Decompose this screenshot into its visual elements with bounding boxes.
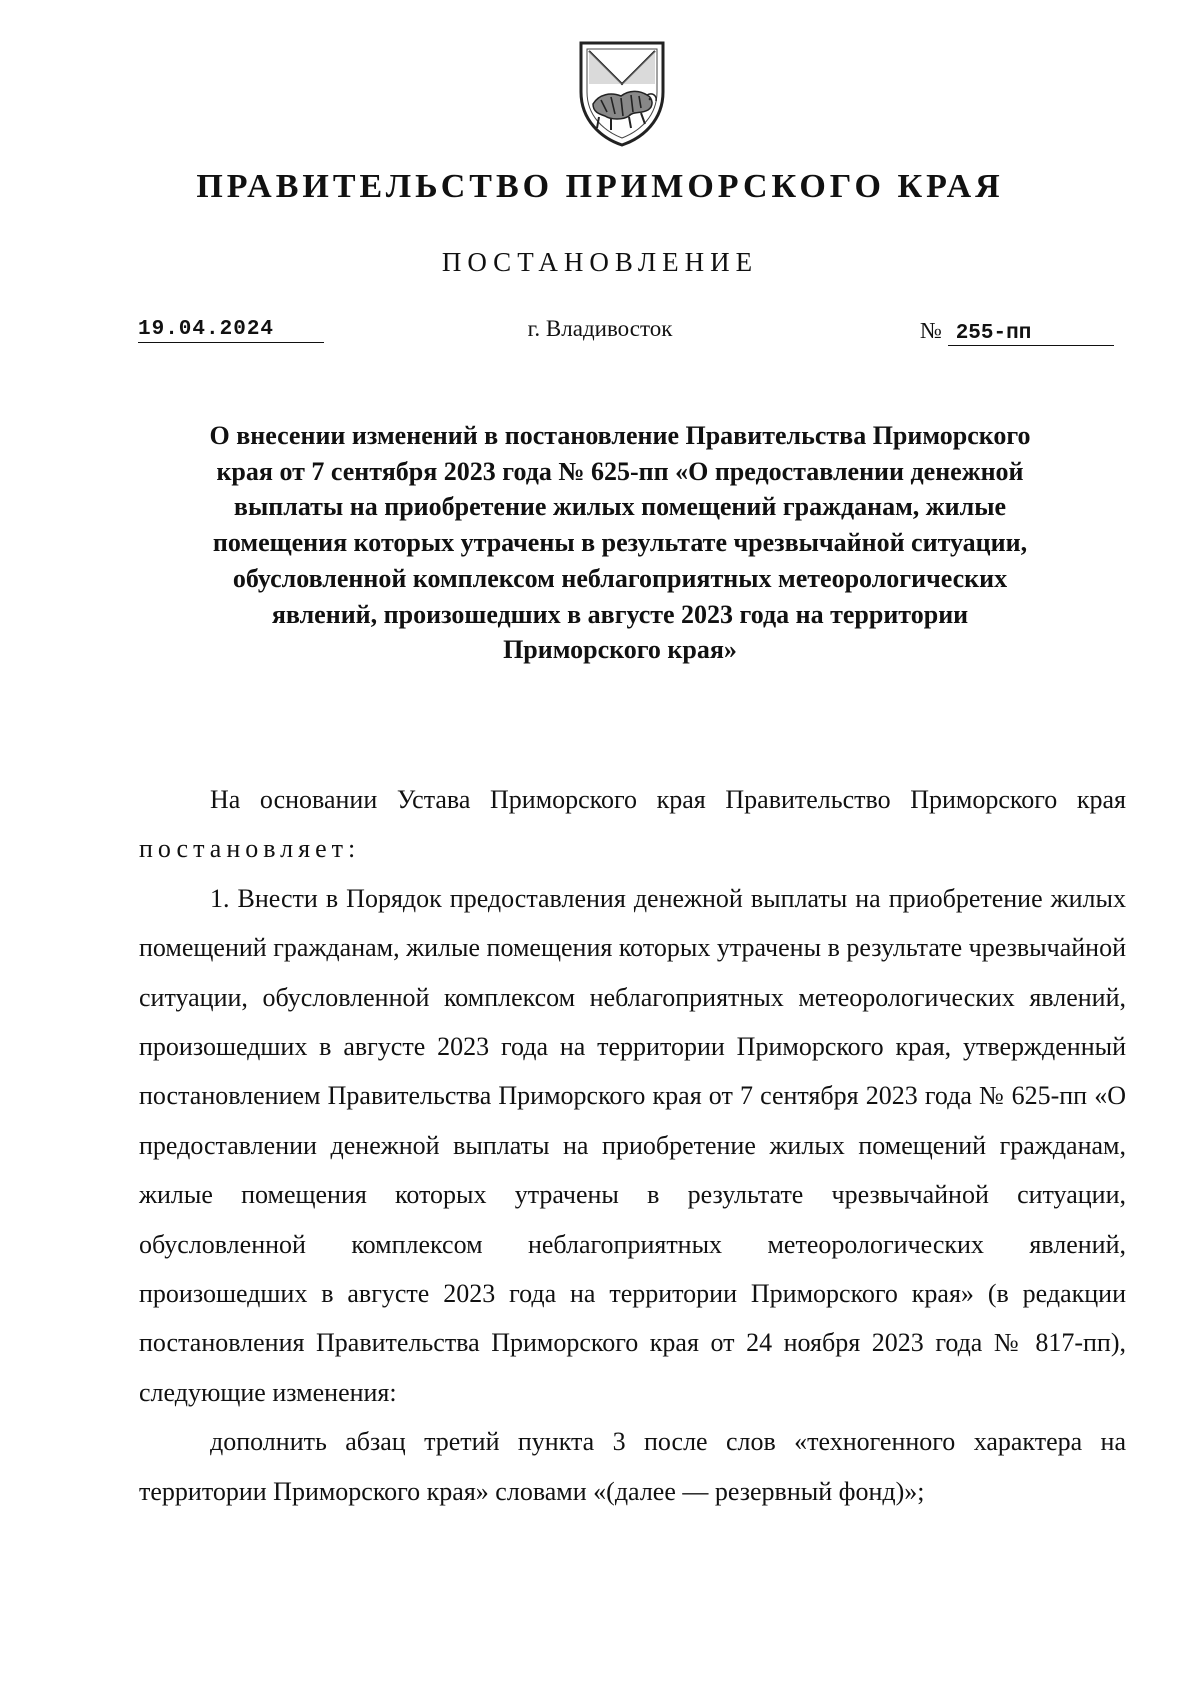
- document-title: О внесении изменений в постановление Правительства Приморского края от 7 сентября 2023 года № 625-пп «О предоставлении денежной выплаты на приобретение жилых помещений гражданам, жилые помещения которых утрачены в результате чрезвычайной ситуации, обусловленной комплексом неблагоприятных метеорологических явлений, произошедших в августе 2023 года на территории Приморского края»: [209, 421, 1031, 665]
- coat-of-arms-tiger-icon: [577, 40, 667, 148]
- document-number: 255-пп: [948, 322, 1114, 346]
- document-number-block: [920, 318, 1120, 346]
- amendment-1-paragraph: дополнить абзац третий пункта 3 после слов «техногенного характера на территории Приморского края» словами «(далее — резервный фонд)»;: [139, 1427, 1126, 1506]
- preamble-paragraph: [139, 775, 1126, 874]
- number-sign: №: [920, 318, 942, 343]
- preamble-text: На основании Устава Приморского края Правительство Приморского края: [210, 785, 1126, 814]
- item-1-paragraph: 1. Внести в Порядок предоставления денежной выплаты на приобретение жилых помещений гражданам, жилые помещения которых утрачены в результате чрезвычайной ситуации, обусловленной комплексом неблагоприятных метеорологических явлений, произошедших в августе 2023 года на территории Приморского края, утвержденный постановлением Правительства Приморского края от 7 сентября 2023 года № 625-пп «О предоставлении денежной выплаты на приобретение жилых помещений гражданам, жилые помещения которых утрачены в результате чрезвычайной ситуации, обусловленной комплексом неблагоприятных метеорологических явлений, произошедших в августе 2023 года на территории Приморского края» (в редакции постановления Правительства Приморского края от 24 ноября 2023 года № 817-пп), следующие изменения:: [139, 883, 1126, 1407]
- document-date: 19.04.2024: [138, 318, 324, 343]
- organization-title: ПРАВИТЕЛЬСТВО ПРИМОРСКОГО КРАЯ: [196, 168, 1004, 205]
- preamble-decree: постановляет:: [139, 834, 361, 864]
- document-body: [139, 775, 1126, 1516]
- document-type: ПОСТАНОВЛЕНИЕ: [441, 247, 759, 277]
- document-city: г. Владивосток: [527, 316, 673, 341]
